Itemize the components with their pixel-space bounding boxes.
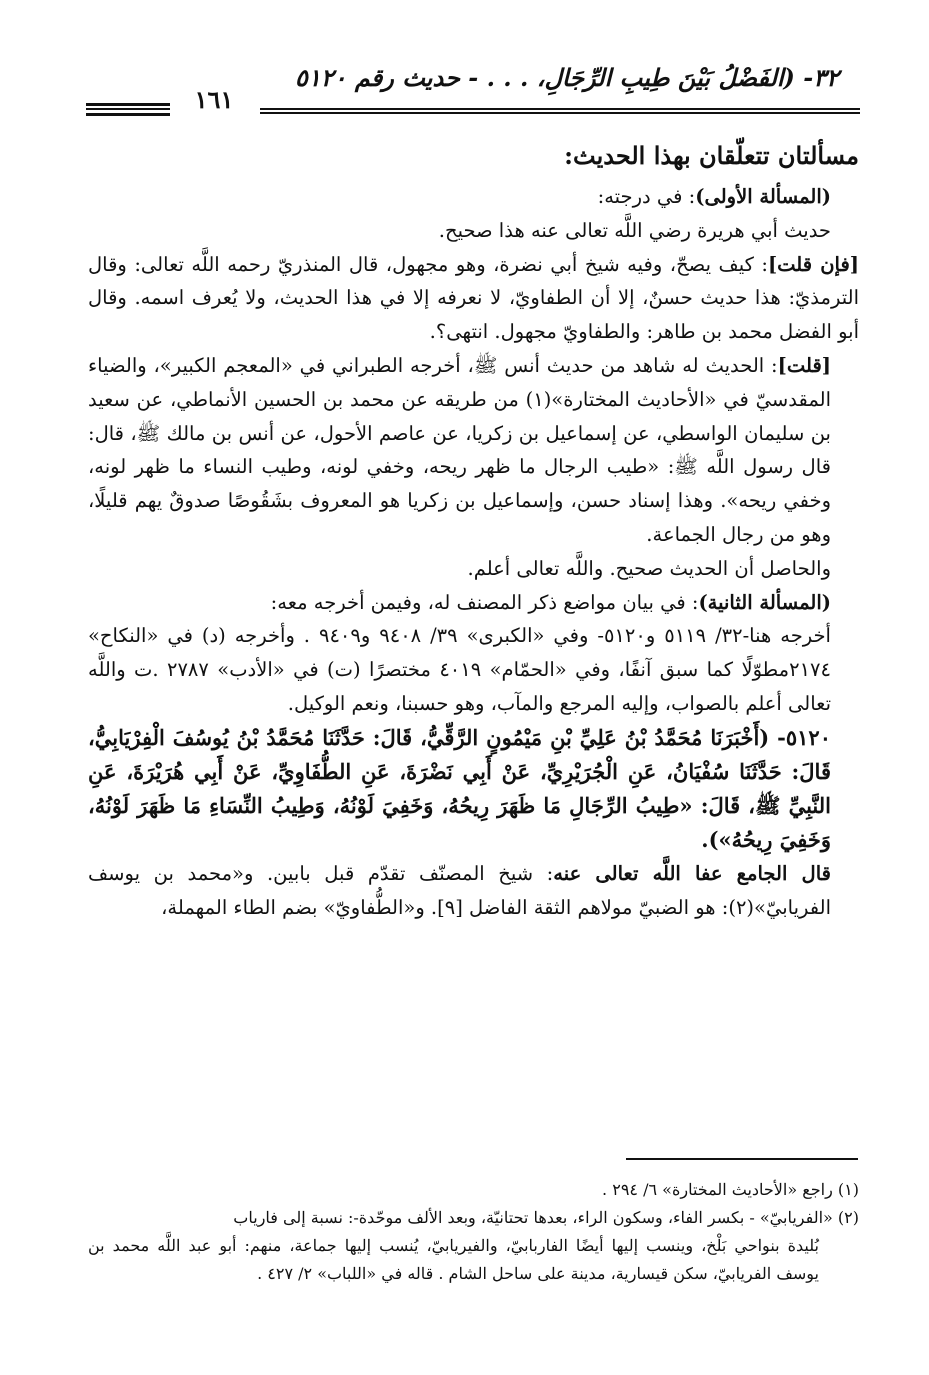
hadith-text: ٥١٢٠- (أَخْبَرَنَا مُحَمَّدُ بْنُ عَلِيِّ بْنِ مَيْمُونٍ الرَّقِّيُّ، قَالَ: حَدَّثَنَا مُحَمَّدُ بْنُ يُوسُفَ الْفِرْيَابِيُّ، قَالَ: حَدَّثَنَا سُفْيَانُ، عَنِ الْجُرَيْرِيِّ، عَنْ أَبِي نَضْرَةَ، عَنِ الطُّفَاوِيِّ، عَنْ أَبِي هُرَيْرَةَ، عَنِ النَّبِيِّ ﷺ، قَالَ: «طِيبُ الرِّجَالِ مَا ظَهَرَ رِيحُهُ، وَخَفِيَ لَوْنُهُ، وَطِيبُ النِّسَاءِ مَا ظَهَرَ لَوْنُهُ، وَخَفِيَ رِيحُهُ»). [88, 724, 831, 852]
page-number: ١٦١ [194, 85, 234, 114]
answer-label: [قلت] [777, 353, 831, 377]
commentary-text: : شيخ المصنّف تقدّم قبل بابين. و«محمد بن يوسف الفريابيّ»(٢): هو الضبيّ مولاهم الثقة الفاضل [٩]. و«الطُّفاويّ» بضم الطاء المهملة، [88, 861, 831, 919]
objection-text: : كيف يصحّ، وفيه شيخ أبي نضرة، وهو مجهول، قال المنذريّ رحمه اللَّه تعالى: وقال الترمذيّ: هذا حديث حسنٌ، إلا أن الطفاويّ، لا نعرفه إلا في هذا الحديث، ولا يُعرف اسمه. وقال أبو الفضل محمد بن طاهر: والطفاويّ مجهول. انتهى؟. [88, 252, 859, 344]
takhrij-paragraph: أخرجه هنا-٣٢/ ٥١١٩ و٥١٢٠- وفي «الكبرى» ٣٩/ ٩٤٠٨ و٩٤٠٩ . وأخرجه (د) في «النكاح» ٢١٧٤مطوّلًا كما سبق آنفًا، وفي «الحمّام» ٤٠١٩ مختصرًا (ت) في «الأدب» ٢٧٨٧ .ت واللَّه تعالى أعلم بالصواب، وإليه المرجع والمآب، وهو حسبنا، ونعم الوكيل. [88, 624, 831, 715]
running-header-title: ٣٢- (الفَضْلُ بَيْنَ طِيبِ الرِّجَالِ، . . . - حديث رقم ٥١٢٠ [294, 63, 839, 92]
question-one [88, 180, 859, 214]
answer-text: : الحديث له شاهد من حديث أنس ﷺ، أخرجه الطبراني في «المعجم الكبير»، والضياء المقدسيّ في «الأحاديث المختارة»(١) من طريقه عن محمد بن الحسين الأنماطي، عن سعيد بن سليمان الواسطي، عن إسماعيل بن زكريا، عن عاصم الأحول، عن أنس بن مالك ﷺ، قال: قال رسول اللَّه ﷺ: «طيب الرجال ما ظهر ريحه، وخفي لونه، وطيب النساء ما ظهر لونه، وخفي ريحه». وهذا إسناد حسن، وإسماعيل بن زكريا هو المعروف بشَقُوصًا صدوقٌ يهم قليلًا، وهو من رجال الجماعة. [88, 353, 831, 546]
header-rule [260, 108, 860, 114]
question-two-label: (المسألة الثانية) [698, 590, 831, 614]
objection-paragraph [88, 248, 859, 349]
question-two-text: : في بيان مواضع ذكر المصنف له، وفيمن أخرجه معه: [270, 590, 699, 614]
footnote-rule [626, 1158, 858, 1160]
paragraph: حديث أبي هريرة رضي اللَّه تعالى عنه هذا صحيح. [438, 218, 831, 242]
section-title: مسألتان تتعلّقان بهذا الحديث: [564, 141, 859, 170]
answer-paragraph [88, 349, 859, 552]
footnote-2-continued: بُليدة بنواحي بَلْخ، وينسب إليها أيضًا الفاربابيّ، والفيريابيّ، يُنسب إليها جماعة، منهم: أبو عبد اللَّه محمد بن يوسف الفريابيّ، سكن قيسارية، مدينة على ساحل الشام . قاله في «اللباب» ٢/ ٤٢٧ . [88, 1236, 819, 1283]
footnotes [88, 1176, 859, 1288]
objection-label: [فإن قلت] [767, 252, 859, 276]
conclusion-paragraph: والحاصل أن الحديث صحيح. واللَّه تعالى أعلم. [467, 556, 831, 580]
header-rule-left [86, 103, 170, 116]
question-one-text: : في درجته: [597, 185, 696, 208]
footnote-1: (١) راجع «الأحاديث المختارة» ٦/ ٢٩٤ . [602, 1180, 859, 1199]
commentary-paragraph [88, 857, 859, 925]
question-one-label: (المسألة الأولى) [695, 185, 831, 208]
footnote-2: (٢) «الفريابيّ» - بكسر الفاء، وسكون الراء، بعدها تحتانيّة، وبعد الألف موحّدة-: نسبة إلى فارياب [233, 1208, 859, 1227]
question-two [88, 586, 859, 620]
commentary-label: قال الجامع عفا اللَّه تعالى عنه [553, 861, 831, 885]
main-text [88, 138, 859, 924]
